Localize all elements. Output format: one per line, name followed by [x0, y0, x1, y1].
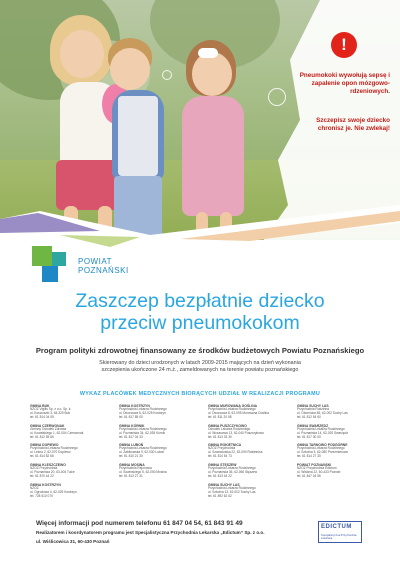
facility-gmina: GMINA DOPIEWO: [30, 443, 59, 448]
facility-gmina: GMINA LUBOŃ: [119, 443, 144, 448]
facility-item: [297, 424, 375, 440]
edictum-logo-subtitle: Specjalistyczna Przychodnia Lekarska: [321, 533, 357, 541]
facility-detail: tel. 61 812 55 66: [30, 434, 54, 439]
logo-mark: [32, 246, 72, 286]
facility-gmina: GMINA SWARZĘDZ: [297, 423, 329, 428]
program-coordinator: Realizatorem i koordynatorem programu jest Specjalistyczna Przychodnia Lekarska „Edictum” Sp. z o.o.: [36, 530, 265, 535]
facility-detail: Przychodnia Lekarza Rodzinnego: [208, 466, 256, 471]
facility-detail: Przychodnia Lekarza Rodzinnego: [119, 407, 167, 411]
facility-detail: NZOZ Przychodnia: [30, 466, 58, 471]
facility-gmina: GMINA TARNOWO PODGÓRNE: [297, 443, 348, 448]
facility-detail: tel. 61 814 54 73: [208, 454, 232, 459]
facility-detail: ul. Szkolna 3, 62-080 Przeźmierowo: [297, 450, 349, 455]
facility-detail: tel. 61 814 82 66: [30, 454, 54, 459]
facilities-section-title: WYKAZ PLACÓWEK MEDYCZNYCH BIORĄCYCH UDZIAŁ W REALIZACJI PROGRAMU: [79, 391, 321, 397]
alert-message-vaccinate: Szczepisz swoje dziecko chronisz je. Nie zwlekaj!: [316, 117, 390, 133]
facility-detail: ul. Szkolna 13, 62-002 Suchy Las: [208, 489, 256, 494]
facility-gmina: GMINA SUCHY LAS: [208, 482, 240, 487]
facility-detail: Przychodnia Rejonowa: [119, 466, 152, 471]
facility-detail: ul. Szamotulska 22, 62-090 Rokietnica: [208, 450, 263, 455]
facility-column: [297, 404, 375, 503]
facility-gmina: GMINA PUSZCZYKOWO: [208, 423, 247, 428]
facility-gmina: GMINA STĘSZEW: [208, 463, 237, 468]
facility-detail: Przychodnia Lekarza Rodzinnego: [208, 407, 256, 411]
facility-detail: ul. Kowalskiego 1, 62-004 Czerwonak: [30, 430, 84, 435]
facility-detail: tel. 61 811 20 58: [208, 414, 232, 419]
soap-bubble: [162, 70, 172, 80]
facility-detail: tel. 728 510 070: [30, 493, 53, 498]
facility-detail: NZOZ: [30, 485, 39, 490]
facility-detail: tel. 61 814 27 30: [297, 454, 321, 459]
facility-detail: ul. Dworcowa 5, 62-025 Kostrzyn: [119, 410, 166, 415]
logo-line1: POWIAT: [78, 257, 112, 266]
facility-item: [208, 483, 286, 499]
alert-message-sepsis: Pneumokoki wywołują sepsę i zapalenie opon mózgowo-rdzeniowych.: [299, 72, 390, 96]
facility-gmina: GMINA KOSTRZYN: [30, 482, 61, 487]
exclamation-icon: !: [331, 32, 357, 58]
facility-detail: Przychodnia Lekarza Rodzinnego: [119, 426, 167, 431]
facility-detail: ul. Poznańska 14, 62-020 Swarzędz: [297, 430, 349, 435]
facility-item: [208, 404, 286, 420]
headline-line2: przeciw pneumokokom: [100, 312, 300, 334]
facility-column: [208, 404, 286, 503]
facility-gmina: GMINA SUCHY LAS: [297, 404, 329, 408]
facility-detail: ul. Dworcowa 8, 62-095 Murowana Goślina: [208, 410, 269, 415]
hair-bow: [198, 48, 218, 58]
facility-item: [208, 424, 286, 440]
facility-item: [30, 463, 108, 479]
facility-item: [119, 443, 197, 459]
edictum-logo: [318, 521, 362, 543]
facility-detail: tel. 61 812 54 60: [297, 414, 321, 419]
facility-detail: ul. Wiślana 22, 60-433 Poznań: [297, 470, 341, 475]
facility-detail: tel. 61 847 04 56: [297, 473, 321, 478]
facility-detail: ul. Poznańska 36, 62-060 Stęszew: [208, 470, 258, 475]
facility-detail: Gminny Ośrodek Zdrowia: [30, 426, 67, 431]
facility-detail: tel. 61 813 27 31: [119, 473, 143, 478]
facility-detail: tel. 61 892 62 62: [208, 493, 232, 498]
facility-detail: Przychodnia Lekarza Rodzinnego: [30, 446, 78, 451]
facility-gmina: GMINA MUROWANA GOŚLINA: [208, 404, 258, 408]
facility-detail: Przychodnia Lekarza Rodzinnego: [208, 485, 256, 490]
facility-detail: tel. 61 810 21 30: [119, 454, 143, 459]
facility-item: [119, 404, 197, 420]
coordinator-address: ul. Wiślicowica 31, 60-430 Poznań: [36, 539, 110, 544]
facility-detail: tel. 61 814 04 05: [30, 414, 54, 419]
facility-detail: NZOZ Vigilis Sp. z o.o. Sp. k.: [30, 407, 72, 411]
facility-detail: Ośrodek Lekarza Rodzinnego: [208, 426, 251, 431]
facility-detail: ul. Sowinskiego 5, 62-050 Mosina: [119, 470, 167, 475]
facility-detail: ul. Obornicka 85, 62-002 Suchy Las: [297, 410, 348, 415]
facility-detail: tel. 61 817 85 00: [119, 414, 143, 419]
facility-detail: tel. 61 817 04 33: [119, 434, 143, 439]
facility-detail: ul. Leśna 2, 62-070 Dopiewo: [30, 450, 71, 455]
logo-line2: POZNAŃSKI: [78, 266, 129, 275]
facility-gmina: GMINA KÓRNIK: [119, 423, 145, 428]
facility-detail: tel. 61 813 44 22: [208, 473, 232, 478]
target-line1: Skierowany do dzieci urodzonych w latach 2009-2015 mających na dzień wykonania: [99, 360, 301, 366]
facility-detail: tel. 61 817 30 00: [297, 434, 321, 439]
facility-detail: tel. 61 870 44 22: [30, 473, 54, 478]
facility-detail: NZOZ Przychodnia Edictum: [297, 466, 337, 471]
target-group: [40, 360, 360, 374]
footer: [36, 520, 306, 545]
facility-detail: Przychodnia Lekarza Rodzinnego: [119, 446, 167, 451]
headline: [0, 290, 400, 334]
facility-item: [297, 404, 375, 420]
edictum-logo-name: EDICTUM: [321, 524, 352, 530]
facility-item: [30, 404, 108, 420]
facility-gmina: GMINA CZERWONAK: [30, 423, 65, 428]
facility-gmina: GMINA MOSINA: [119, 463, 145, 468]
target-line2: szczepienia ukończone 24 m.ż., zameldowanych na terenie powiatu poznańskiego: [101, 367, 299, 373]
facility-gmina: GMINA KLESZCZEWO: [30, 463, 66, 468]
facility-detail: Przychodnia Rodzinna: [297, 407, 329, 411]
facility-column: [119, 404, 197, 503]
facility-detail: Przychodnia Lekarza Rodzinnego: [297, 426, 345, 431]
facility-gmina: GMINA KOSTRZYN: [119, 404, 150, 408]
facility-item: [208, 463, 286, 479]
headline-line1: Zaszczep bezpłatnie dziecko: [75, 290, 325, 312]
facility-gmina: GMINA ROKIETNICA: [208, 443, 242, 448]
facility-gmina: GMINA BUK: [30, 404, 50, 408]
facility-item: [30, 483, 108, 499]
contact-phone-info: Więcej informacji pod numerem telefonu 61 847 04 54, 61 843 91 49: [36, 520, 243, 527]
facility-item: [30, 424, 108, 440]
facility-gmina: POWIAT POZNAŃSKI: [297, 463, 332, 468]
program-description: Program polityki zdrowotnej finansowany ze środków budżetowych Powiatu Poznańskiego: [35, 346, 365, 355]
facility-detail: Przychodnia Lekarza Rodzinnego: [297, 446, 345, 451]
facility-detail: NZOZ Przychodnia: [208, 446, 236, 451]
facility-detail: ul. Ogrodowa 4, 62-025 Kostrzyn: [30, 489, 77, 494]
facility-detail: ul. Poznańska 20, 63-004 Tulce: [30, 470, 75, 475]
decorative-band: [0, 205, 400, 250]
facility-detail: ul. Kosciuszki 3, 64-320 Buk: [30, 410, 71, 415]
facility-detail: ul. Żabikowska 9, 62-030 Luboń: [119, 450, 165, 455]
facility-column: [30, 404, 108, 503]
facility-item: [119, 424, 197, 440]
facility-detail: ul. Poznańska 34, 62-035 Kórnik: [119, 430, 166, 435]
logo-text: [78, 257, 129, 275]
facility-detail: tel. 61 813 33 30: [208, 434, 232, 439]
facility-item: [30, 443, 108, 459]
facility-item: [297, 443, 375, 459]
facility-detail: ul. Wczasowa 13, 62-040 Puszczykowo: [208, 430, 264, 435]
facility-item: [208, 443, 286, 459]
facilities-list: [30, 404, 375, 503]
powiat-poznanski-logo: [32, 246, 129, 286]
facility-item: [297, 463, 375, 479]
facility-item: [119, 463, 197, 479]
